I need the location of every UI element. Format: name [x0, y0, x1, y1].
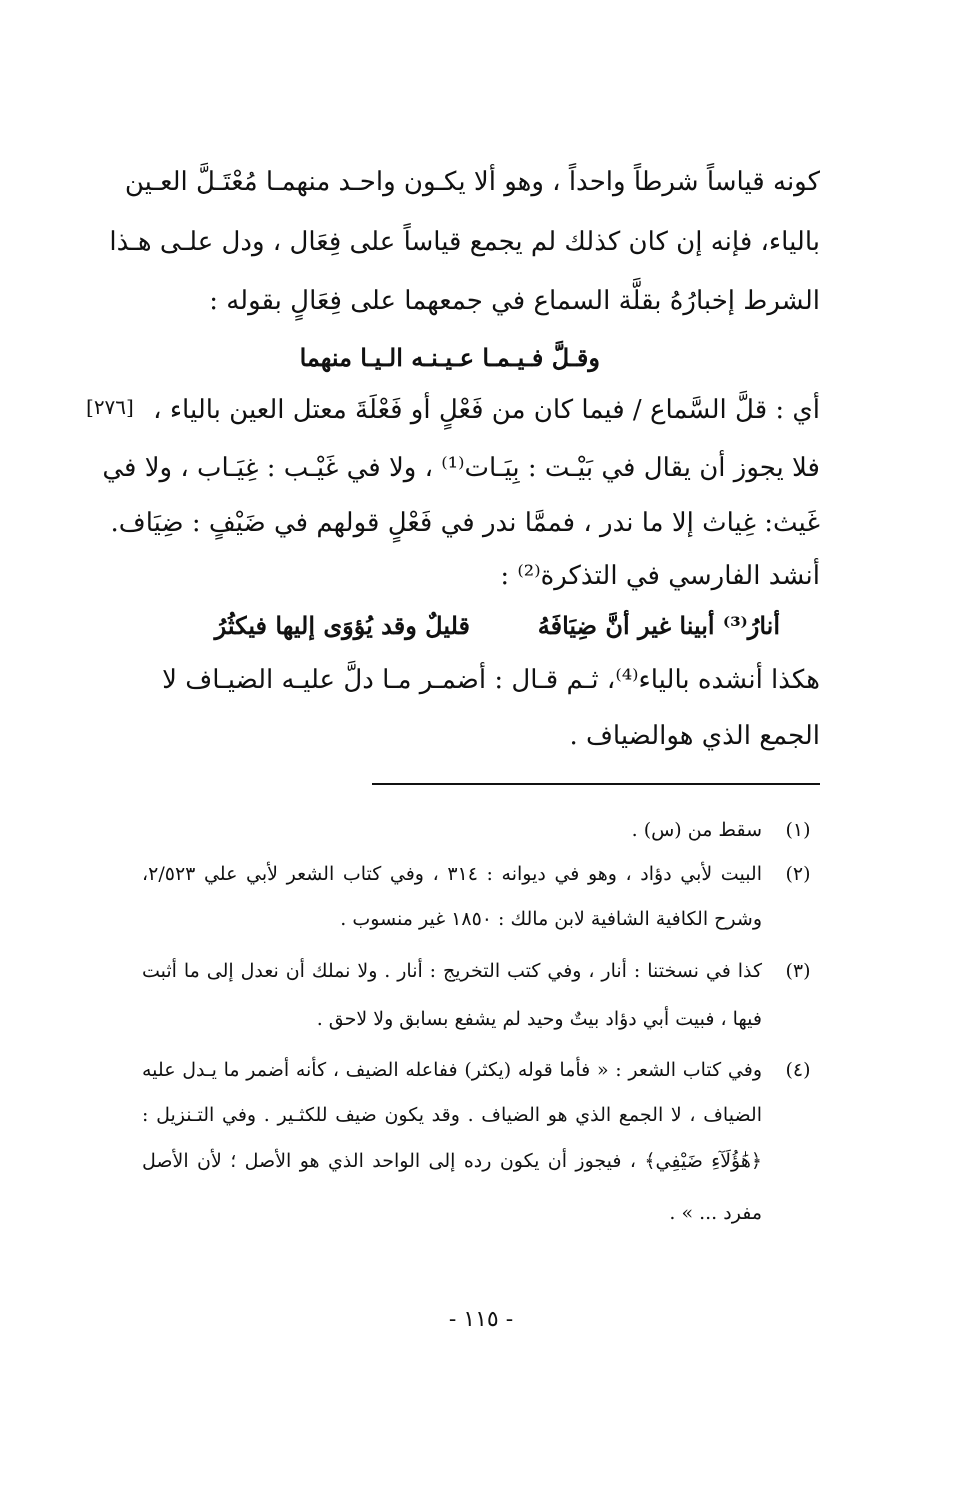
- body-line-4: أي : قلَّ السَّماع / فيما كان من فَعْلٍ أو فَعْلَةَ معتل العين بالياء ،: [153, 395, 820, 425]
- body-line-6: غَيث: غِياث إلا ما ندر ، فممَّا ندر في فَعْلٍ قولهم في ضَيْفٍ : ضِيَاف.: [110, 508, 820, 538]
- margin-reference-number: [٢٧٦]: [86, 395, 134, 419]
- body-line-1: كونه قياساً شرطاً واحداً ، وهو ألا يكـون واحـد منهمـا مُعْتَـلَّ العـين: [124, 167, 820, 197]
- footnote-number: (١): [785, 819, 811, 841]
- body-line-7: أنشد الفارسي في التذكرة⁽²⁾ :: [500, 561, 820, 591]
- footnote-line: كذا في نسختنا : أنار ، وفي كتب التخريج : أنار . ولا نملك أن نعدل إلى ما أثبت: [142, 960, 762, 982]
- page-number: - ١١٥ -: [448, 1307, 514, 1332]
- verse-left-hemistich: قليلٌ وقد يُؤوَى إليها فيكثُرُ: [214, 611, 470, 640]
- verse-heading: وقـلَّ فـيـمـا عـيـنـه الـيـا منهما: [299, 343, 600, 372]
- body-line-9: الجمع الذي هوالضياف .: [569, 721, 820, 751]
- body-line-5: فلا يجوز أن يقال في بَيْـت : بِيَـات⁽¹⁾ ، ولا في غَيْـب : غِيَـاب ، ولا في: [102, 453, 820, 483]
- body-line-8: هكذا أنشده بالياء⁽⁴⁾، ثـم قـال : أضمـر مـا دلَّ عليـه الضيـاف لا: [162, 665, 820, 695]
- footnote-line: وشرح الكافية الشافية لابن مالك : ١٨٥٠ غير منسوب .: [340, 908, 762, 930]
- footnote-number: (٣): [785, 960, 811, 982]
- footnote-line: فيها ، فبيت أبي دؤاد بيتٌ وحيد لم يشفع بسابق ولا لاحق .: [316, 1008, 762, 1030]
- body-line-2: بالياء، فإنه إن كان كذلك لم يجمع قياساً على فِعَال ، ودل علـى هـذا: [109, 227, 820, 257]
- footnote-line: وفي كتاب الشعر : « فأما قوله (يكثر) ففاعله الضيف ، كأنه أضمر ما يـدل عليه: [142, 1059, 762, 1081]
- footnote-number: (٤): [785, 1059, 811, 1081]
- footnote-separator: [372, 783, 820, 785]
- verse-right-hemistich: أنارُ⁽³⁾ أبينا غير أنَّ ضِيَافَهُ: [537, 611, 780, 640]
- footnote-line: مفرد ... » .: [669, 1202, 762, 1224]
- footnote-number: (٢): [785, 863, 811, 885]
- body-line-3: الشرط إخبارُهُ بقلَّة السماع في جمعهما على فِعَالٍ بقوله :: [209, 286, 820, 316]
- footnote-line: البيت لأبي دؤاد ، وهو في ديوانه : ٣١٤ ، وفي كتاب الشعر لأبي علي ٢/٥٢٣،: [142, 863, 762, 885]
- footnote-line: الضياف ، لا الجمع الذي هو الضياف . وقد يكون ضيف للكثـير . وفي التـنزيل :: [142, 1104, 762, 1126]
- footnote-line: سقط من (س) .: [631, 819, 762, 841]
- footnote-line: ﴿هَٰؤُلَآءِ ضَيْفِي﴾ ، فيجوز أن يكون رده إلى الواحد الذي هو الأصل ؛ لأن الأصل: [142, 1150, 762, 1172]
